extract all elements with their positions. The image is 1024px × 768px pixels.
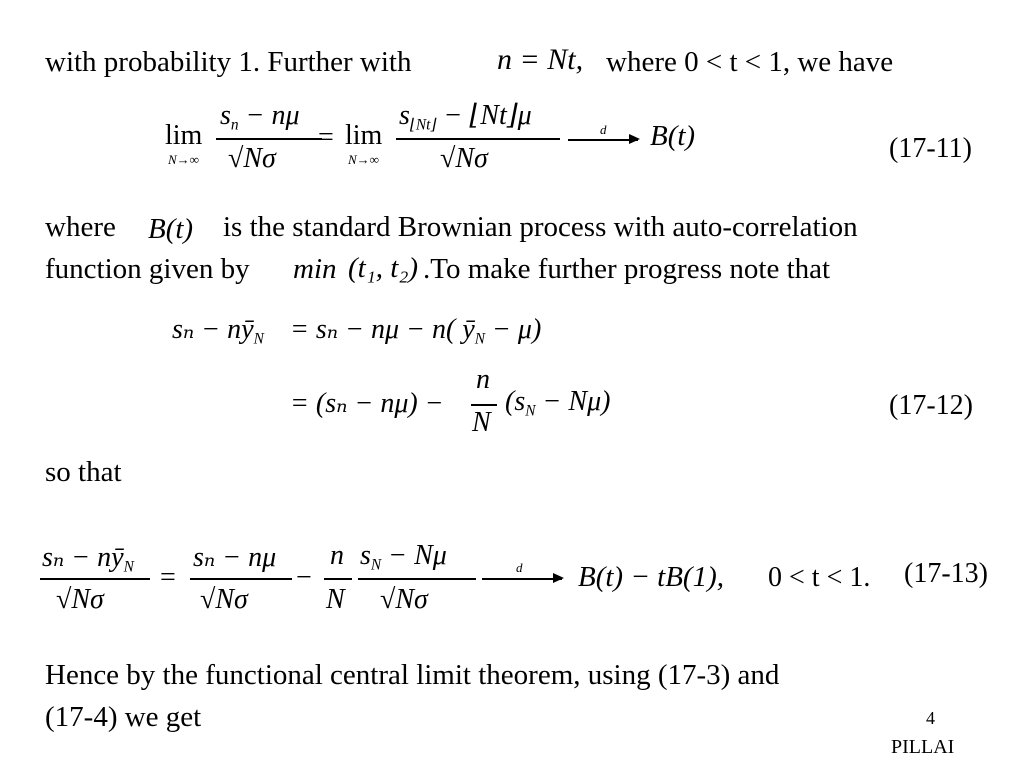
further-progress-text: .To make further progress note that — [423, 253, 831, 285]
eq13-frac3-numerator: n — [330, 540, 344, 571]
eq12-frac-bar — [471, 404, 497, 406]
frac1-denominator: √Nσ — [228, 143, 276, 174]
bt-inline: B(t) — [148, 213, 194, 245]
equals-1: = — [318, 122, 334, 153]
convergence-arrow-2 — [482, 578, 562, 580]
eq13-frac1-numerator: $s_n - nȳ_N$ — [42, 542, 134, 576]
equation-number-17-12: (17-12) — [889, 390, 973, 421]
rhs-bt-1: B(t) — [650, 120, 696, 152]
min-function: min — [293, 253, 337, 285]
eq12-line1-lhs: $s_n - nȳ_N$ — [172, 314, 264, 348]
eq13-minus: − — [296, 562, 312, 593]
eq13-range: 0 < t < 1. — [768, 562, 871, 593]
conclusion-line-2: (17-4) we get — [45, 701, 202, 733]
eq12-frac-denominator: N — [472, 407, 491, 438]
frac1-bar — [216, 138, 322, 140]
conclusion-line-1: Hence by the functional central limit theorem, using (17-3) and — [45, 659, 780, 691]
n-equals-nt-math: n = Nt, — [497, 43, 584, 76]
frac1-numerator: $s_n - n\mu$ — [220, 100, 300, 134]
eq12-frac-numerator: n — [476, 364, 490, 395]
frac2-numerator: $s_{⌊Nt⌋}$ − ⌊Nt⌋μ — [399, 100, 532, 134]
eq13-frac4-bar — [358, 578, 476, 580]
brownian-description: is the standard Brownian process with auto-correlation — [223, 211, 858, 243]
eq13-frac2-bar — [190, 578, 292, 580]
equation-number-17-11: (17-11) — [889, 133, 972, 164]
convergence-arrow-1 — [568, 139, 638, 141]
eq13-frac4-numerator: $s_N - N\mu$ — [360, 540, 447, 574]
where-text: where — [45, 211, 116, 243]
equation-number-17-13: (17-13) — [904, 558, 988, 589]
eq13-frac1-denominator: √Nσ — [56, 584, 104, 615]
frac2-denominator: √Nσ — [440, 143, 488, 174]
eq13-frac3-denominator: N — [326, 584, 345, 615]
author-name: PILLAI — [891, 736, 955, 758]
frac2-bar — [396, 138, 560, 140]
intro-condition-text: where 0 < t < 1, we have — [606, 46, 894, 78]
arrow-label-d-1: d — [600, 122, 607, 137]
eq12-line2-post: $(s_N - N\mu)$ — [505, 386, 611, 420]
eq13-frac4-denominator: √Nσ — [380, 584, 428, 615]
lim-2-subscript: N→∞ — [348, 152, 379, 167]
eq13-equals: = — [160, 562, 176, 593]
so-that-text: so that — [45, 456, 122, 488]
arrow-label-d-2: d — [516, 560, 523, 575]
min-arguments: (t₁, t₂) — [348, 252, 419, 284]
page-number: 4 — [926, 708, 935, 728]
eq13-frac2-denominator: √Nσ — [200, 584, 248, 615]
function-given-text: function given by — [45, 253, 250, 285]
eq13-rhs: B(t) − tB(1), — [578, 561, 724, 593]
eq13-frac3-bar — [324, 578, 352, 580]
eq12-line2-pre: = (sₙ − nμ) − — [290, 388, 444, 419]
lim-1-subscript: N→∞ — [168, 152, 199, 167]
intro-text: with probability 1. Further with — [45, 46, 412, 78]
eq13-frac2-numerator: sₙ − nμ — [193, 542, 277, 573]
eq13-frac1-bar — [40, 578, 150, 580]
lim-2: lim — [345, 120, 383, 151]
lim-1: lim — [165, 120, 203, 151]
eq12-line1-rhs: = sₙ − nμ − n( $ȳ_N - \mu$) — [290, 314, 542, 348]
